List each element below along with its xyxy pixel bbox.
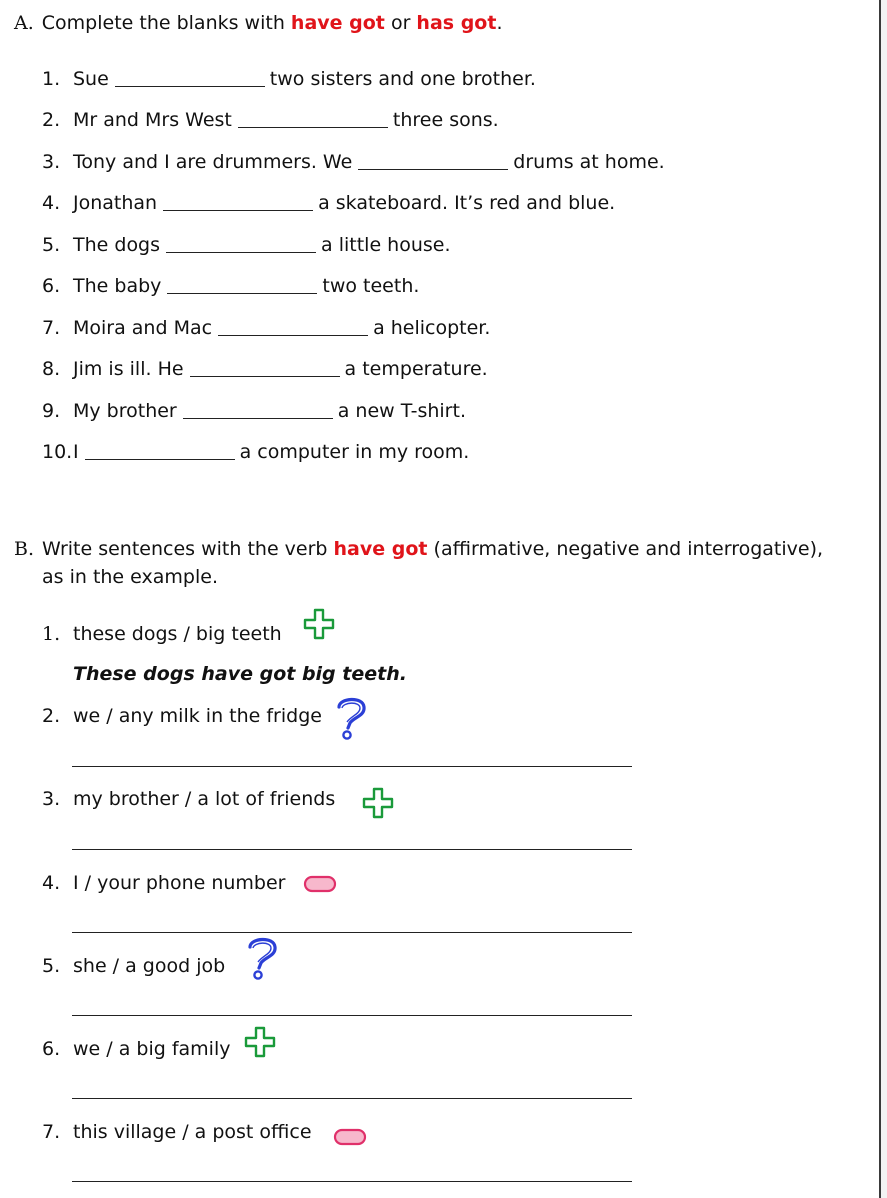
item-number: 8.: [42, 358, 61, 380]
item-text-before: Tony and I are drummers. We: [73, 151, 353, 173]
item-text-after: a new T-shirt.: [337, 400, 466, 422]
item-text-before: My brother: [73, 400, 177, 422]
item-number: 10.: [42, 441, 73, 463]
exercise-a-item: [42, 272, 419, 300]
answer-blank[interactable]: [166, 233, 316, 253]
item-prompt: we / a big family: [73, 1038, 231, 1060]
item-text-after: two sisters and one brother.: [269, 68, 536, 90]
exercise-a-item: [42, 397, 466, 425]
answer-blank[interactable]: [238, 108, 388, 128]
question-icon: [244, 935, 280, 981]
exercise-a-item: [42, 231, 451, 259]
item-text-after: a helicopter.: [373, 317, 491, 339]
item-prompt: she / a good job: [73, 955, 226, 977]
exercise-b-item: [42, 1035, 230, 1063]
instruction-text: or: [384, 12, 417, 34]
item-number: 1.: [42, 623, 61, 645]
exercise-a-item: [42, 65, 536, 93]
item-text-after: a computer in my room.: [239, 441, 470, 463]
answer-line[interactable]: [72, 849, 632, 850]
item-number: 6.: [42, 1038, 61, 1060]
example-answer: These dogs have got big teeth.: [73, 663, 407, 685]
minus-icon: [333, 1128, 367, 1146]
section-b-instruction: [14, 535, 823, 563]
section-b-letter: B.: [14, 538, 35, 560]
item-text-after: three sons.: [392, 109, 499, 131]
item-number: 2.: [42, 705, 61, 727]
answer-line[interactable]: [72, 1098, 632, 1099]
item-number: 3.: [42, 788, 61, 810]
instruction-text: (affirmative, negative and interrogative),: [427, 538, 824, 560]
answer-line[interactable]: [72, 1015, 632, 1016]
answer-line[interactable]: [72, 1181, 632, 1182]
section-a-letter: A.: [14, 12, 34, 34]
item-prompt: this village / a post office: [73, 1121, 312, 1143]
item-text-after: a skateboard. It’s red and blue.: [318, 192, 616, 214]
keyword-have-got: have got: [333, 538, 428, 560]
answer-blank[interactable]: [358, 150, 508, 170]
item-prompt: my brother / a lot of friends: [73, 788, 336, 810]
item-number: 5.: [42, 955, 61, 977]
item-text-after: a temperature.: [344, 358, 488, 380]
exercise-a-item: [42, 106, 499, 134]
section-a-instruction: [14, 9, 502, 37]
exercise-b-item: [42, 1118, 312, 1146]
item-text-before: Moira and Mac: [73, 317, 213, 339]
answer-blank[interactable]: [167, 274, 317, 294]
item-number: 7.: [42, 1121, 61, 1143]
exercise-b-item: [42, 785, 335, 813]
answer-blank[interactable]: [85, 440, 235, 460]
answer-line[interactable]: [72, 932, 632, 933]
keyword-have-got: have got: [290, 12, 385, 34]
item-text-before: The baby: [73, 275, 162, 297]
item-text-before: Jonathan: [73, 192, 158, 214]
item-text-before: Mr and Mrs West: [73, 109, 232, 131]
item-text-before: I: [73, 441, 79, 463]
item-number: 4.: [42, 872, 61, 894]
item-number: 2.: [42, 109, 61, 131]
plus-icon: [302, 607, 336, 641]
page-edge-shadow: [881, 0, 887, 1198]
instruction-text: Complete the blanks with: [41, 12, 291, 34]
exercise-b-item: [42, 869, 286, 897]
answer-blank[interactable]: [218, 316, 368, 336]
instruction-text: .: [496, 12, 503, 34]
item-number: 4.: [42, 192, 61, 214]
exercise-a-item: [42, 189, 615, 217]
item-text-before: Jim is ill. He: [73, 358, 184, 380]
answer-blank[interactable]: [183, 399, 333, 419]
item-number: 5.: [42, 234, 61, 256]
answer-blank[interactable]: [163, 191, 313, 211]
plus-icon: [361, 786, 395, 820]
item-text-before: Sue: [73, 68, 109, 90]
answer-line[interactable]: [72, 766, 632, 767]
answer-blank[interactable]: [115, 67, 265, 87]
item-text-after: a little house.: [321, 234, 451, 256]
exercise-b-item: [42, 952, 225, 980]
item-prompt: these dogs / big teeth: [73, 623, 282, 645]
item-number: 9.: [42, 400, 61, 422]
section-b-instruction-line2: as in the example.: [42, 566, 218, 588]
instruction-text: Write sentences with the verb: [42, 538, 334, 560]
minus-icon: [303, 875, 337, 893]
item-prompt: I / your phone number: [73, 872, 286, 894]
item-number: 3.: [42, 151, 61, 173]
item-text-before: The dogs: [73, 234, 161, 256]
item-text-after: drums at home.: [513, 151, 665, 173]
plus-icon: [243, 1025, 277, 1059]
exercise-a-item: [42, 355, 488, 383]
item-number: 1.: [42, 68, 61, 90]
exercise-a-item: [42, 314, 490, 342]
item-prompt: we / any milk in the fridge: [73, 705, 322, 727]
question-icon: [333, 695, 369, 741]
item-number: 6.: [42, 275, 61, 297]
exercise-b-item: [42, 620, 282, 648]
keyword-has-got: has got: [416, 12, 497, 34]
page-edge: [879, 0, 881, 1198]
item-text-after: two teeth.: [322, 275, 420, 297]
exercise-a-item: [42, 438, 469, 466]
exercise-b-item: [42, 702, 322, 730]
exercise-a-item: [42, 148, 665, 176]
answer-blank[interactable]: [190, 357, 340, 377]
item-number: 7.: [42, 317, 61, 339]
